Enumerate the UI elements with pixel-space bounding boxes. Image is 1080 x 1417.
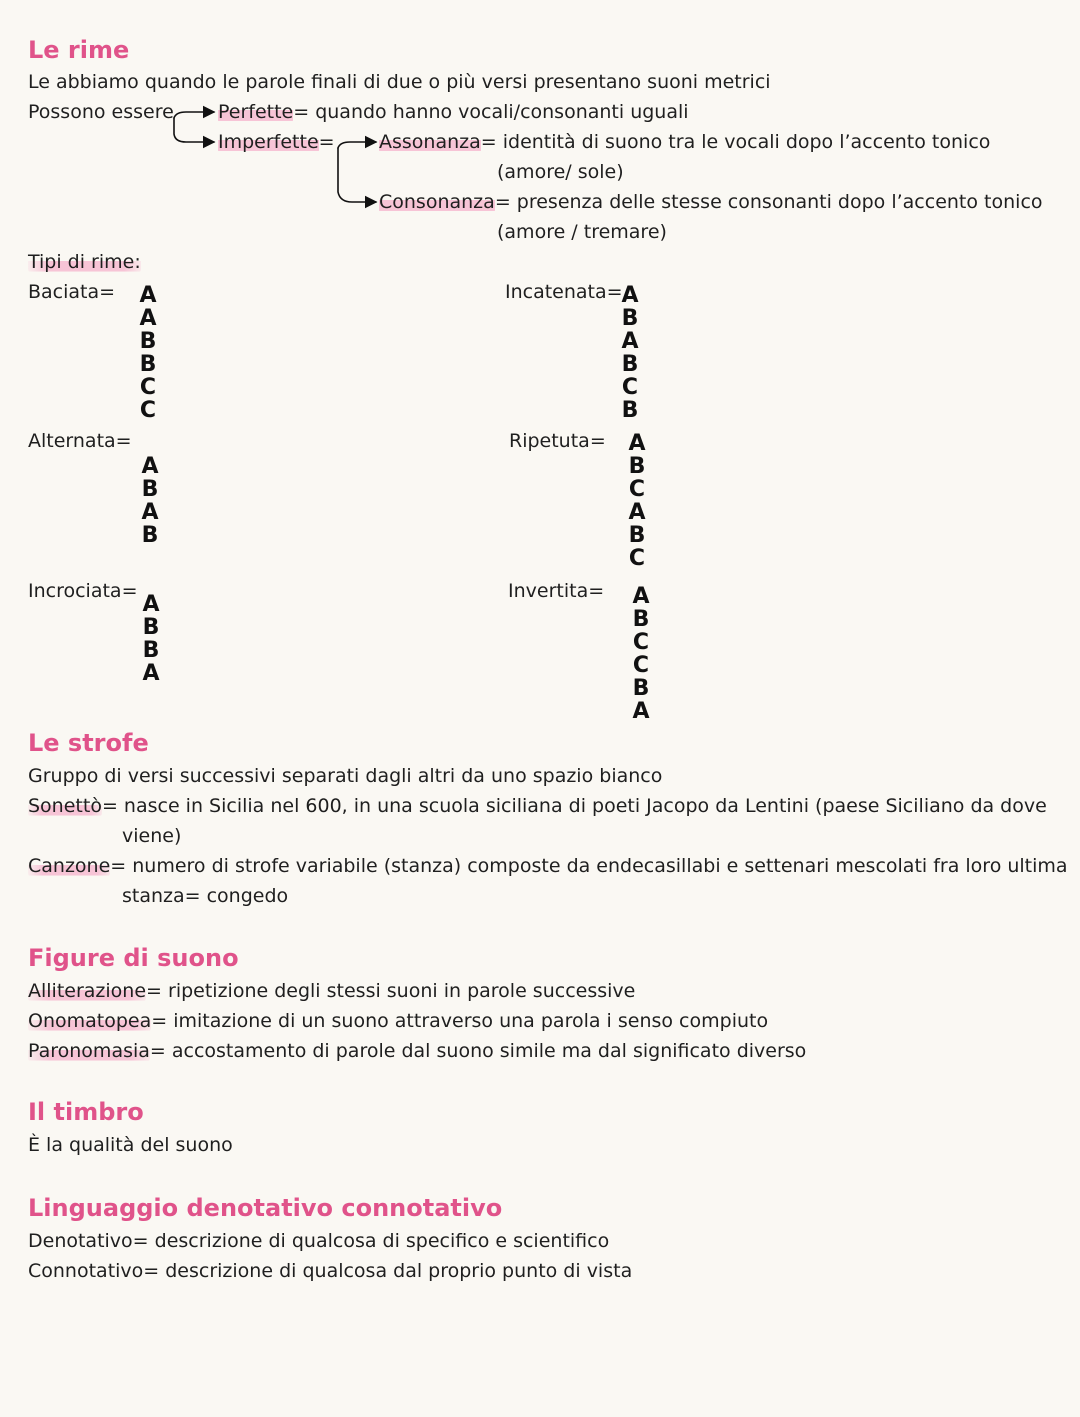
consonanza-term: Consonanza [379,191,495,213]
consonanza-example: (amore / tremare) [497,221,667,243]
paronomasia-def: = accostamento di parole dal suono simile ma dal significato diverso [149,1040,807,1062]
assonanza-term: Assonanza [379,131,481,153]
canzone-def: = numero di strofe variabile (stanza) composte da endecasillabi e settenari mescolati fra loro ultima [110,855,1068,877]
incrociata-label: Incrociata= [28,580,138,602]
arrow-to-assonanza [338,142,376,148]
incatenata-label: Incatenata= [505,281,623,303]
timbro-title: Il timbro [28,1098,144,1126]
arrow-to-imperfette [174,118,214,142]
strofe-intro: Gruppo di versi successivi separati dagli altri da uno spazio bianco [28,765,663,787]
paronomasia-line [28,1039,806,1063]
baciata-label: Baciata= [28,281,116,303]
sonetto-def: = nasce in Sicilia nel 600, in una scuola siciliana di poeti Jacopo da Lentini (paese Siciliano da dove [101,795,1047,817]
perfette-term: Perfette [218,101,294,123]
ripetuta-label: Ripetuta= [509,430,606,452]
incatenata-scheme: A B A B C B [621,283,639,423]
rime-intro: Le abbiamo quando le parole finali di due o più versi presentano suoni metrici [28,71,771,93]
baciata-scheme: A A B B C C [139,283,157,423]
paronomasia-term: Paronomasia [28,1040,150,1062]
sonetto-term: Sonettò [28,795,102,817]
ripetuta-scheme: A B C A B C [628,431,646,571]
arrow-to-consonanza [338,148,376,202]
alliterazione-term: Alliterazione [28,980,147,1002]
sonetto-line [28,794,1047,818]
rime-title: Le rime [28,36,130,64]
figure-title: Figure di suono [28,944,239,972]
imperfette-term: Imperfette [218,131,319,153]
possono-label: Possono essere [28,101,174,123]
arrow-to-perfette [174,112,214,118]
invertita-label: Invertita= [508,580,605,602]
alliterazione-line [28,979,635,1003]
consonanza-def: = presenza delle stesse consonanti dopo l’accento tonico [494,191,1043,213]
imperfette-eq: = [318,131,335,153]
onomatopea-def: = imitazione di un suono attraverso una parola i senso compiuto [151,1010,769,1032]
incrociata-scheme: A B B A [142,592,160,686]
alternata-label: Alternata= [28,430,132,452]
strofe-title: Le strofe [28,729,149,757]
alternata-scheme: A B A B [141,454,159,548]
connotativo-line: Connotativo= descrizione di qualcosa dal proprio punto di vista [28,1260,633,1282]
linguaggio-title: Linguaggio denotativo connotativo [28,1194,503,1222]
perfette-def: = quando hanno vocali/consonanti uguali [293,101,689,123]
onomatopea-line [28,1009,768,1033]
assonanza-example: (amore/ sole) [497,161,624,183]
assonanza-def: = identità di suono tra le vocali dopo l’accento tonico [480,131,991,153]
timbro-text: È la qualità del suono [28,1134,233,1156]
canzone-term: Canzone [28,855,111,877]
canzone-line [28,854,1068,878]
denotativo-line: Denotativo= descrizione di qualcosa di specifico e scientifico [28,1230,610,1252]
sonetto-def-cont: viene) [122,825,182,847]
invertita-scheme: A B C C B A [632,584,650,724]
canzone-def-cont: stanza= congedo [122,885,289,907]
branch-arrows-diagram [0,0,1080,260]
alliterazione-def: = ripetizione degli stessi suoni in parole successive [146,980,636,1002]
tipi-label: Tipi di rime: [28,251,141,273]
onomatopea-term: Onomatopea [28,1010,152,1032]
